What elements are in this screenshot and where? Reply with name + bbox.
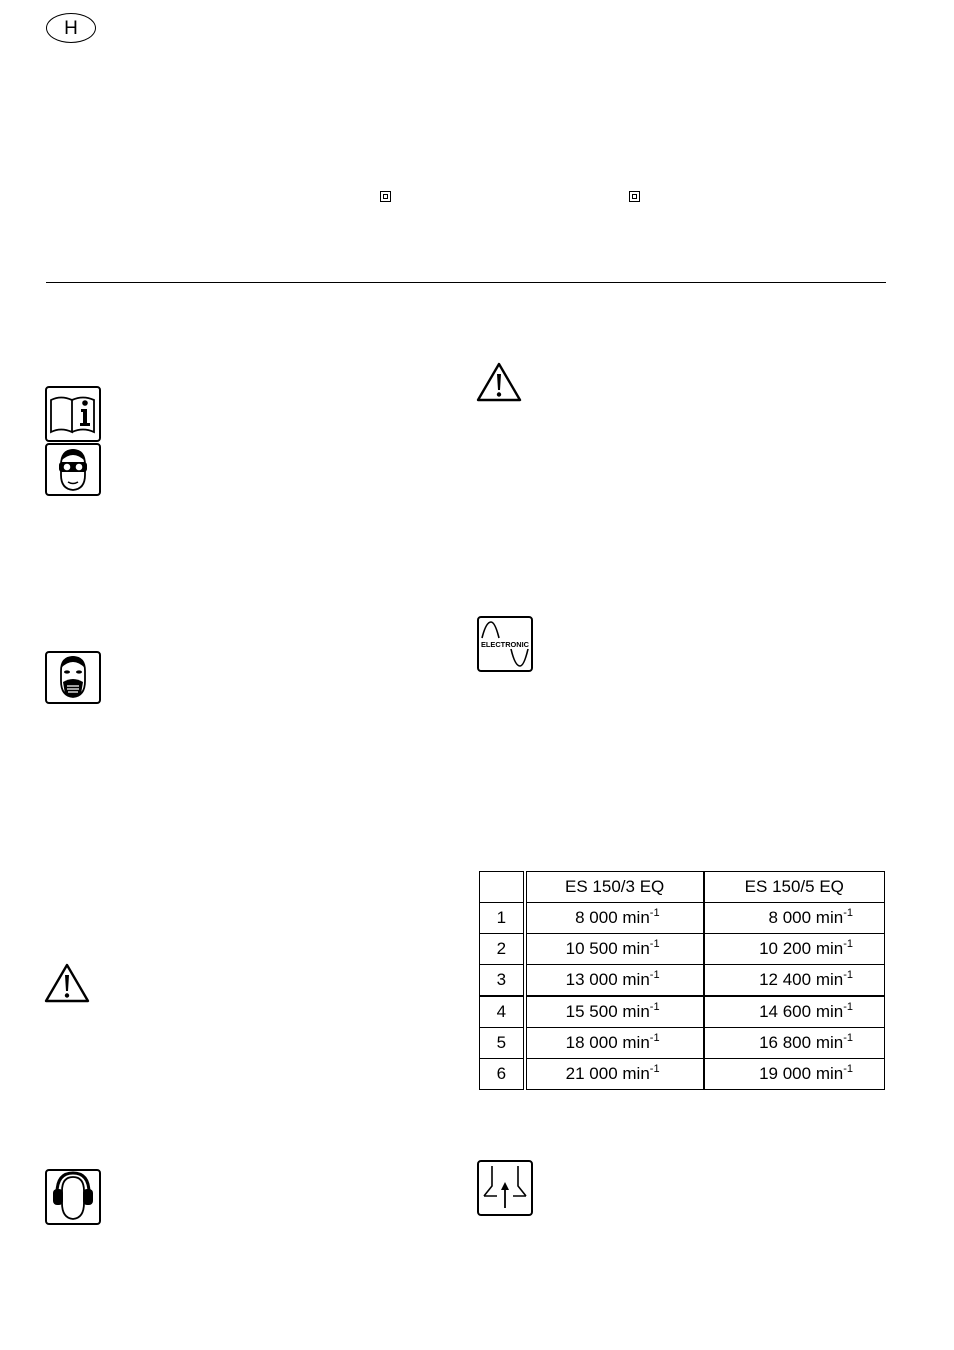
language-badge: H [46, 13, 96, 43]
respirator-mask-icon [45, 651, 101, 704]
table-header-cell: ES 150/5 EQ [704, 872, 885, 903]
read-manual-icon [45, 386, 101, 442]
table-cell: 2 [480, 934, 525, 965]
table-cell: 16 800 $\min^{-1}$ [704, 1028, 885, 1059]
section-divider [46, 282, 886, 283]
table-row [480, 996, 885, 1028]
safety-goggles-icon [45, 443, 101, 496]
table-cell: 4 [480, 996, 525, 1028]
table-header-cell: ES 150/3 EQ [525, 872, 704, 903]
table-cell: 13 000 $\min^{-1}$ [525, 965, 704, 997]
warning-icon [476, 361, 522, 403]
table-cell: 15 500 $\min^{-1}$ [525, 996, 704, 1028]
table-header-cell [480, 872, 525, 903]
electronic-icon [477, 616, 533, 672]
table-cell: 21 000 $\min^{-1}$ [525, 1059, 704, 1090]
double-insulation-icon [629, 191, 640, 202]
double-insulation-icon [380, 191, 391, 202]
table-cell: 10 200 $\min^{-1}$ [704, 934, 885, 965]
table-cell: 14 600 $\min^{-1}$ [704, 996, 885, 1028]
table-cell: 10 500 $\min^{-1}$ [525, 934, 704, 965]
table-row [480, 1028, 885, 1059]
table-cell: 19 000 $\min^{-1}$ [704, 1059, 885, 1090]
table-cell: 8 000 $\min^{-1}$ [704, 903, 885, 934]
table-cell: 8 000 $\min^{-1}$ [525, 903, 704, 934]
table-row [480, 903, 885, 934]
table-row [480, 1059, 885, 1090]
dust-extraction-icon [477, 1160, 533, 1216]
table-cell: 6 [480, 1059, 525, 1090]
electronic-label: ELECTRONIC [480, 640, 530, 649]
table-cell: 3 [480, 965, 525, 997]
speed-table [479, 871, 885, 1090]
table-row [480, 965, 885, 997]
table-body [480, 903, 885, 1090]
table-cell: 5 [480, 1028, 525, 1059]
table-header-row [480, 872, 885, 903]
table-cell: 12 400 $\min^{-1}$ [704, 965, 885, 997]
ear-protection-icon [45, 1169, 101, 1225]
table-cell: 1 [480, 903, 525, 934]
warning-icon [44, 962, 90, 1004]
table-row [480, 934, 885, 965]
table-cell: 18 000 $\min^{-1}$ [525, 1028, 704, 1059]
